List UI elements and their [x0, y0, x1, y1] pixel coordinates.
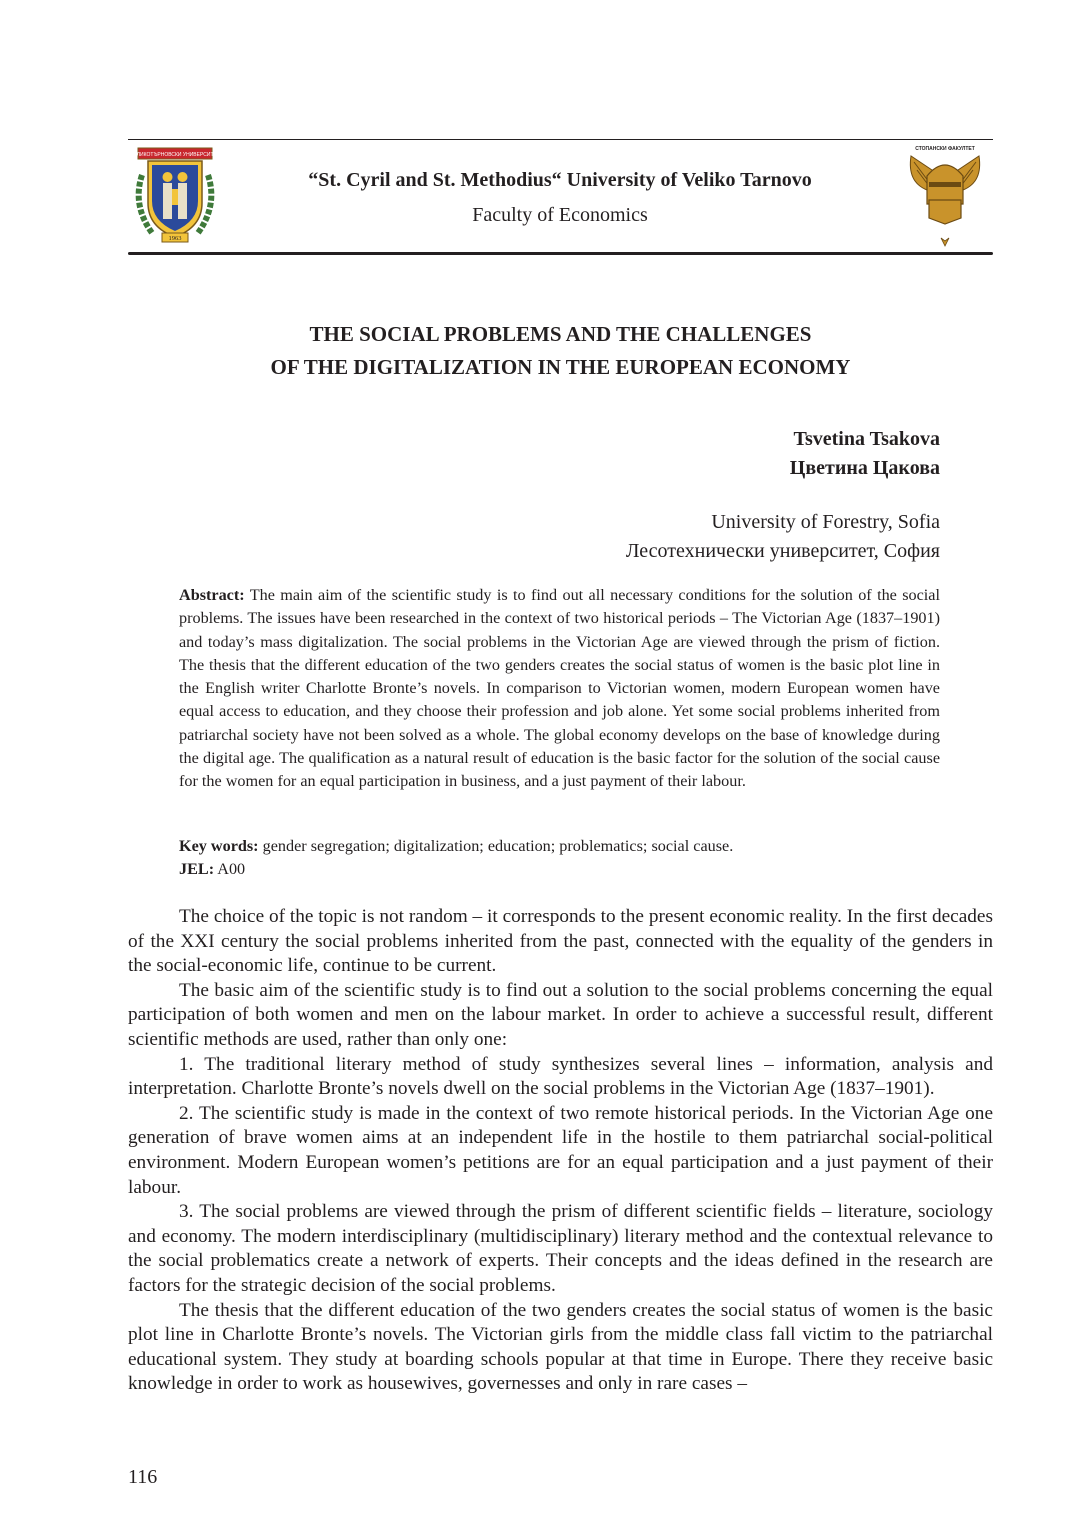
body-text [128, 905, 993, 1397]
title-line-1: THE SOCIAL PROBLEMS AND THE CHALLENGES [309, 322, 812, 346]
author-block [790, 425, 940, 483]
body-paragraph: 3. The social problems are viewed through the prism of different scientific fields – literature, sociology and economy. The modern interdisciplinary (multidisciplinary) literary method and the contextual relevance to the social problematics create a network of experts. Their concepts and the ideas defined in the research are factors for the strategic decision of the social problems. [128, 1201, 993, 1296]
body-paragraph: 2. The scientific study is made in the context of two remote historical periods. In the Victorian Age one generation of brave women aims at an independent life in the hostile to them patriarchal social-political environment. Modern European women’s petitions are for an equal participation and a just payment of their labour. [128, 1102, 993, 1198]
title-line-2: OF THE DIGITALIZATION IN THE EUROPEAN ECONOMY [270, 355, 851, 379]
body-paragraph: 1. The traditional literary method of study synthesizes several lines – information, analysis and interpretation. Charlotte Bronte’s novels dwell on the social problems in the Victorian Age (1837–1901). [128, 1053, 993, 1100]
svg-text:СТОПАНСКИ ФАКУЛТЕТ: СТОПАНСКИ ФАКУЛТЕТ [915, 146, 975, 152]
body-paragraph: The basic aim of the scientific study is to find out a solution to the social problems concerning the equal participation of both women and men on the labour market. In order to achieve a successful result, different scientific methods are used, rather than only one: [128, 979, 993, 1050]
svg-text:ВЕЛИКОТЪРНОВСКИ УНИВЕРСИТЕТ: ВЕЛИКОТЪРНОВСКИ УНИВЕРСИТЕТ [130, 152, 220, 158]
keywords-text: gender segregation; digitalization; education; problematics; social cause. [262, 837, 734, 855]
header-bottom-rule [128, 252, 993, 255]
author-name-bg: Цветина Цакова [789, 457, 940, 479]
faculty-name: Faculty of Economics [472, 204, 648, 226]
keywords-label: Key words: [179, 837, 259, 855]
faculty-helmet-logo [905, 142, 985, 250]
abstract [179, 584, 940, 794]
svg-text:1963: 1963 [168, 235, 182, 242]
author-name-en: Tsvetina Tsakova [793, 428, 940, 450]
jel-label: JEL: [179, 860, 215, 878]
article-title [128, 318, 993, 384]
header-top-rule [128, 139, 993, 140]
body-paragraph: The thesis that the different education of the two genders creates the social status of women is the basic plot line in Charlotte Bronte’s novels. The Victorian girls from the middle class fall victim to the patriarchal educational system. They study at boarding schools popular at that time in Europe. There they receive basic knowledge in order to work as housewives, governesses and only in rare cases – [128, 1299, 993, 1395]
jel-line [179, 858, 245, 881]
jel-code: A00 [217, 860, 246, 878]
affiliation-en: University of Forestry, Sofia [711, 511, 940, 533]
university-crest-logo [130, 145, 220, 245]
university-name: “St. Cyril and St. Methodius“ University of Veliko Tarnovo [308, 169, 812, 191]
affiliation-block [626, 508, 940, 566]
abstract-label: Abstract: [179, 586, 245, 604]
affiliation-bg: Лесотехнически университет, София [625, 540, 940, 562]
page-number: 116 [128, 1466, 158, 1488]
abstract-text: The main aim of the scientific study is to find out all necessary conditions for the solution of the social problems. The issues have been researched in the context of two historical periods – The Victorian Age (1837–1901) and today’s mass digitalization. The social problems in the Victorian Age are viewed through the prism of fiction. The thesis that the different education of the two genders creates the social status of women is the basic plot line in the English writer Charlotte Bronte’s novels. In comparison to Victorian women, modern European women have equal access to education, and they choose their profession and job alone. Yet some social problems inherited from patriarchal society have not been solved as a whole. The global economy develops on the base of knowledge during the digital age. The qualification as a natural result of education is the basic factor for the solution of the social cause for the women for an equal participation in business, and a just payment of their labour. [179, 586, 940, 791]
keywords-line [179, 835, 733, 858]
body-paragraph: The choice of the topic is not random – it corresponds to the present economic reality. In the first decades of the XXI century the social problems inherited from the past, connected with the equality of the genders in the social-economic life, continue to be current. [128, 906, 993, 977]
